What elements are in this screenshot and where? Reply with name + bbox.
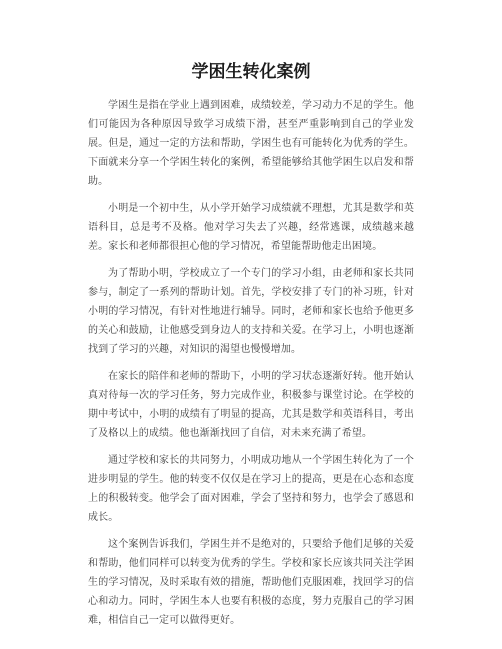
paragraph-transformation: 通过学校和家长的共同努力，小明成功地从一个学困生转化为了一个进步明显的学生。他的转变不仅仅是在学习上的提高，更是在心态和态度上的积极转变。他学会了面对困难，学会了坚持和努力，也学会了感恩和成长。 — [88, 455, 414, 523]
paragraph-progress: 在家长的陪伴和老师的帮助下，小明的学习状态逐渐好转。他开始认真对待每一次的学习任务，努力完成作业，积极参与课堂讨论。在学校的期中考试中，小明的成绩有了明显的提高，尤其是数学和英语科目，考出了及格以上的成绩。他也渐渐找回了自信，对未来充满了希望。 — [88, 371, 414, 439]
paragraph-intro: 学困生是指在学业上遇到困难，成绩较差，学习动力不足的学生。他们可能因为各种原因导致学习成绩下滑，甚至严重影响到自己的学业发展。但是，通过一定的方法和帮助，学困生也有可能转化为优秀的学生。下面就来分享一个学困生转化的案例，希望能够给其他学困生以启发和帮助。 — [88, 100, 414, 187]
paragraph-conclusion: 这个案例告诉我们，学困生并不是绝对的，只要给予他们足够的关爱和帮助，他们同样可以转变为优秀的学生。学校和家长应该共同关注学困生的学习情况，及时采取有效的措施，帮助他们克服困难，找回学习的信心和动力。同时，学困生本人也要有积极的态度，努力克服自己的学习困难，相信自己一定可以做得更好。 — [88, 539, 414, 626]
document-title: 学困生转化案例 — [191, 62, 311, 82]
paragraph-help-plan: 为了帮助小明，学校成立了一个专门的学习小组，由老师和家长共同参与，制定了一系列的帮助计划。首先，学校安排了专门的补习班，针对小明的学习情况，有针对性地进行辅导。同时，老师和家长也给予他更多的关心和鼓励，让他感受到身边人的支持和关爱。在学习上，小明也逐渐找到了学习的兴趣，对知识的渴望也慢慢增加。 — [88, 268, 414, 355]
paragraph-background: 小明是一个初中生，从小学开始学习成绩就不理想，尤其是数学和英语科目，总是考不及格。他对学习失去了兴趣，经常逃课，成绩越来越差。家长和老师都很担心他的学习情况，希望能帮助他走出困境。 — [88, 203, 414, 252]
document-body — [88, 96, 414, 638]
